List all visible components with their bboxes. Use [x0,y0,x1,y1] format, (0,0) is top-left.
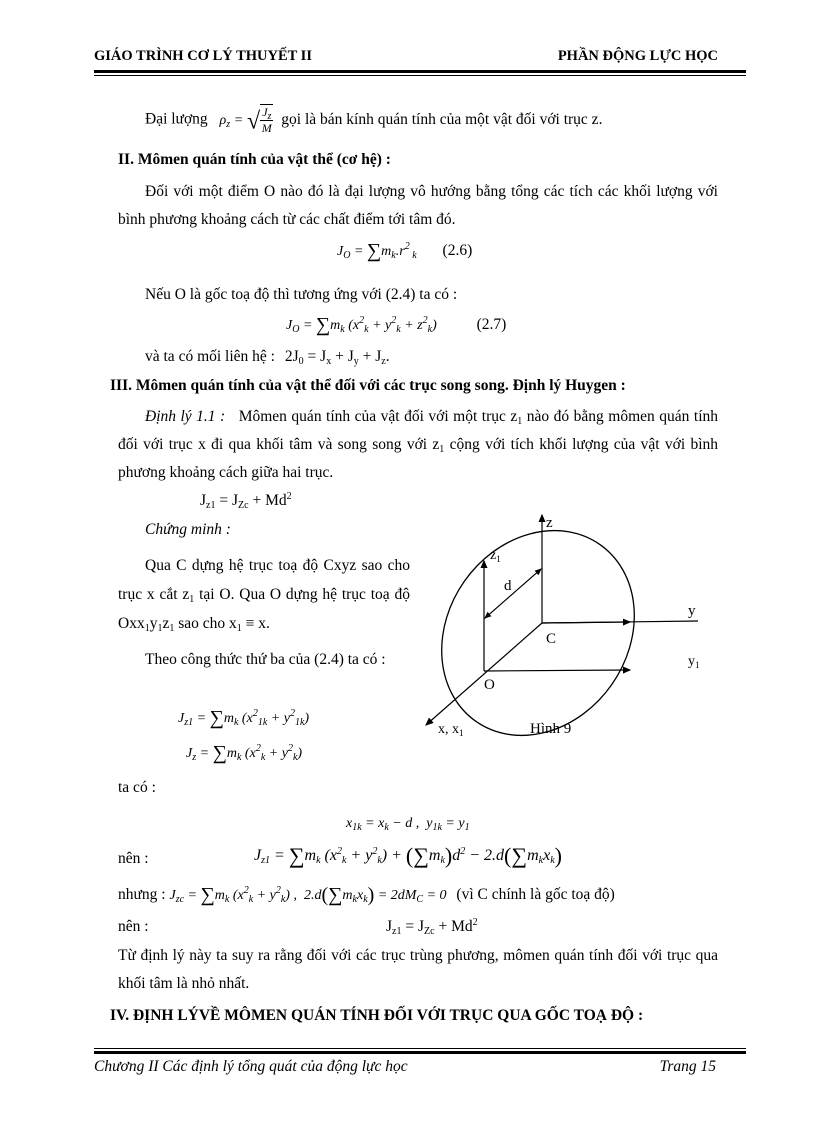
nen-label-2: nên : [118,918,149,935]
y1-axis [484,670,630,671]
conclusion-paragraph: Từ định lý này ta suy ra rằng đối với các trục trùng phương, mômen quán tính đối với trục qua khối tâm là nhỏ nhất. [118,947,718,992]
header-rule-thin [94,75,746,76]
intro-prefix: Đại lượng [145,110,208,128]
nen-label-1: nên : [118,850,149,867]
theorem-text-1: Mômen quán tính của vật đối với một trục z [238,408,518,425]
footer-chapter: Chương II Các định lý tổng quát của động lực học [94,1058,408,1075]
huygens-formula: $J_{z1} = J_{Zc} + Md^2$ [200,491,292,511]
nhung-label: nhưng : [118,886,166,903]
figure-9 [418,505,700,745]
footer-page-number: Trang 15 [659,1058,716,1075]
equation-2-7: $J_O = \sum m_k$ $(x^2_k + y^2_k + z^2_k)$ (2.7) [286,314,507,336]
label-y1: $y_1$ [688,654,700,670]
proof-text-1: Qua C dựng hệ trục toạ độ Cxyz sao cho trục x cắt z [118,557,410,603]
theorem-label: Định lý 1.1 : [145,408,226,425]
intro-suffix: gọi là bán kính quán tính của một vật đối với trục z. [281,110,603,128]
label-d: d [504,578,512,594]
proof-text-3: sao cho x [178,615,237,632]
proof-text-2: tại O. Qua O dựng hệ trục toạ độ Ox [118,586,411,632]
figure-caption: Hình 9 [530,721,572,737]
label-x-x1: x, $x_1$ [438,722,464,738]
theorem-text-3: cộng với tích khối lượng của vật với bình phương khoảng cách giữa hai trục. [118,436,719,481]
section-2-title: II. Mômen quán tính của vật thể (cơ hệ) : [118,151,391,168]
relation-prefix: và ta có mối liên hệ : [145,348,275,365]
proof-paragraph-2: Theo công thức thứ ba của (2.4) ta có : [145,651,386,668]
equation-jz1: $J_{z1} = \sum m_k$ $(x^2_{1k} + y^2_{1k})$ [178,707,310,729]
equation-2-7-label: (2.7) [476,316,507,333]
section-4-title: IV. ĐỊNH LÝVỀ MÔMEN QUÁN TÍNH ĐỐI VỚI TRỤC QUA GỐC TOẠ ĐỘ : [110,1007,644,1024]
section-2-note: Nếu O là gốc toạ độ thì tương ứng với (2.4) ta có : [145,286,458,303]
nhung-line: nhưng : $J_{zc} = \sum m_k$ $(x^2_k + y^2_k)$ , $2.d(\sum m_kx_k) = 2dM_C = 0$ (vì C chính là gốc toạ độ) [118,884,615,906]
equation-jz: $J_z = \sum m_k$ $(x^2_k + y^2_k)$ [186,742,303,764]
header-title-left: GIÁO TRÌNH CƠ LÝ THUYẾT II [94,48,312,64]
proof-paragraph: Qua C dựng hệ trục toạ độ Cxyz sao cho trục x cắt $z_1$ tại O. Qua O dựng hệ trục toạ độ $Oxx_1y_1z_1$ sao cho $x_1 \equiv x$. [118,557,411,634]
label-o: O [484,677,495,693]
footer-rule-thick [94,1051,746,1054]
gyration-radius-line: Đại lượng $\rho_z$ = √ $\frac{J_z}{M}$ gọi là bán kính quán tính của một vật đối với trục z. [145,105,603,135]
theorem-text-2: nào đó bằng mômen quán tính đối với trục x đi qua khối tâm và song song với z [118,408,718,453]
equation-2-6-label: (2.6) [442,242,473,259]
header-title-right: PHẦN ĐỘNG LỰC HỌC [557,48,718,64]
equation-jz1-expanded: $J_{z1} = \sum m_k$ $(x^2_k + y^2_k) + (\sum m_k)d^2 - 2.d(\sum m_kx_k)$ [254,843,562,868]
ta-co-label: ta có : [118,779,156,796]
header-rule-thick [94,70,746,73]
relation-line: và ta có mối liên hệ : $2J_0 = J_x + J_y + J_z$. [145,348,390,367]
theorem-1-1: Định lý 1.1 : Mômen quán tính của vật đối với một trục $z_1$ nào đó bằng mômen quán tính đối với trục x đi qua khối tâm và song song với $z_1$ cộng với tích khối lượng của vật với bình phương khoảng cách giữa hai trục. [118,408,719,481]
label-z: z [546,515,553,531]
huygens-formula-final: $J_{z1} = J_{Zc} + Md^2$ [386,917,478,937]
label-c: C [546,631,557,647]
equation-2-6: $J_O = \sum m_k.r^2$ $_k$ (2.6) [337,240,473,262]
equation-coordinates: $x_{1k} = x_k - d$ , $y_{1k} = y_1$ [346,816,470,833]
section-2-paragraph: Đối với một điểm O nào đó là đại lượng vô hướng bằng tổng các tích các khối lượng với bình phương khoảng cách từ các chất điểm tới tâm đó. [118,183,718,228]
footer-rule-thin [94,1048,746,1049]
proof-label: Chứng minh : [145,521,231,538]
label-y: y [688,603,696,619]
section-3-title: III. Mômen quán tính của vật thể đối với các trục song song. Định lý Huygen : [110,377,626,394]
nhung-note: (vì C chính là gốc toạ độ) [456,886,615,903]
label-z1: $z_1$ [490,548,501,564]
